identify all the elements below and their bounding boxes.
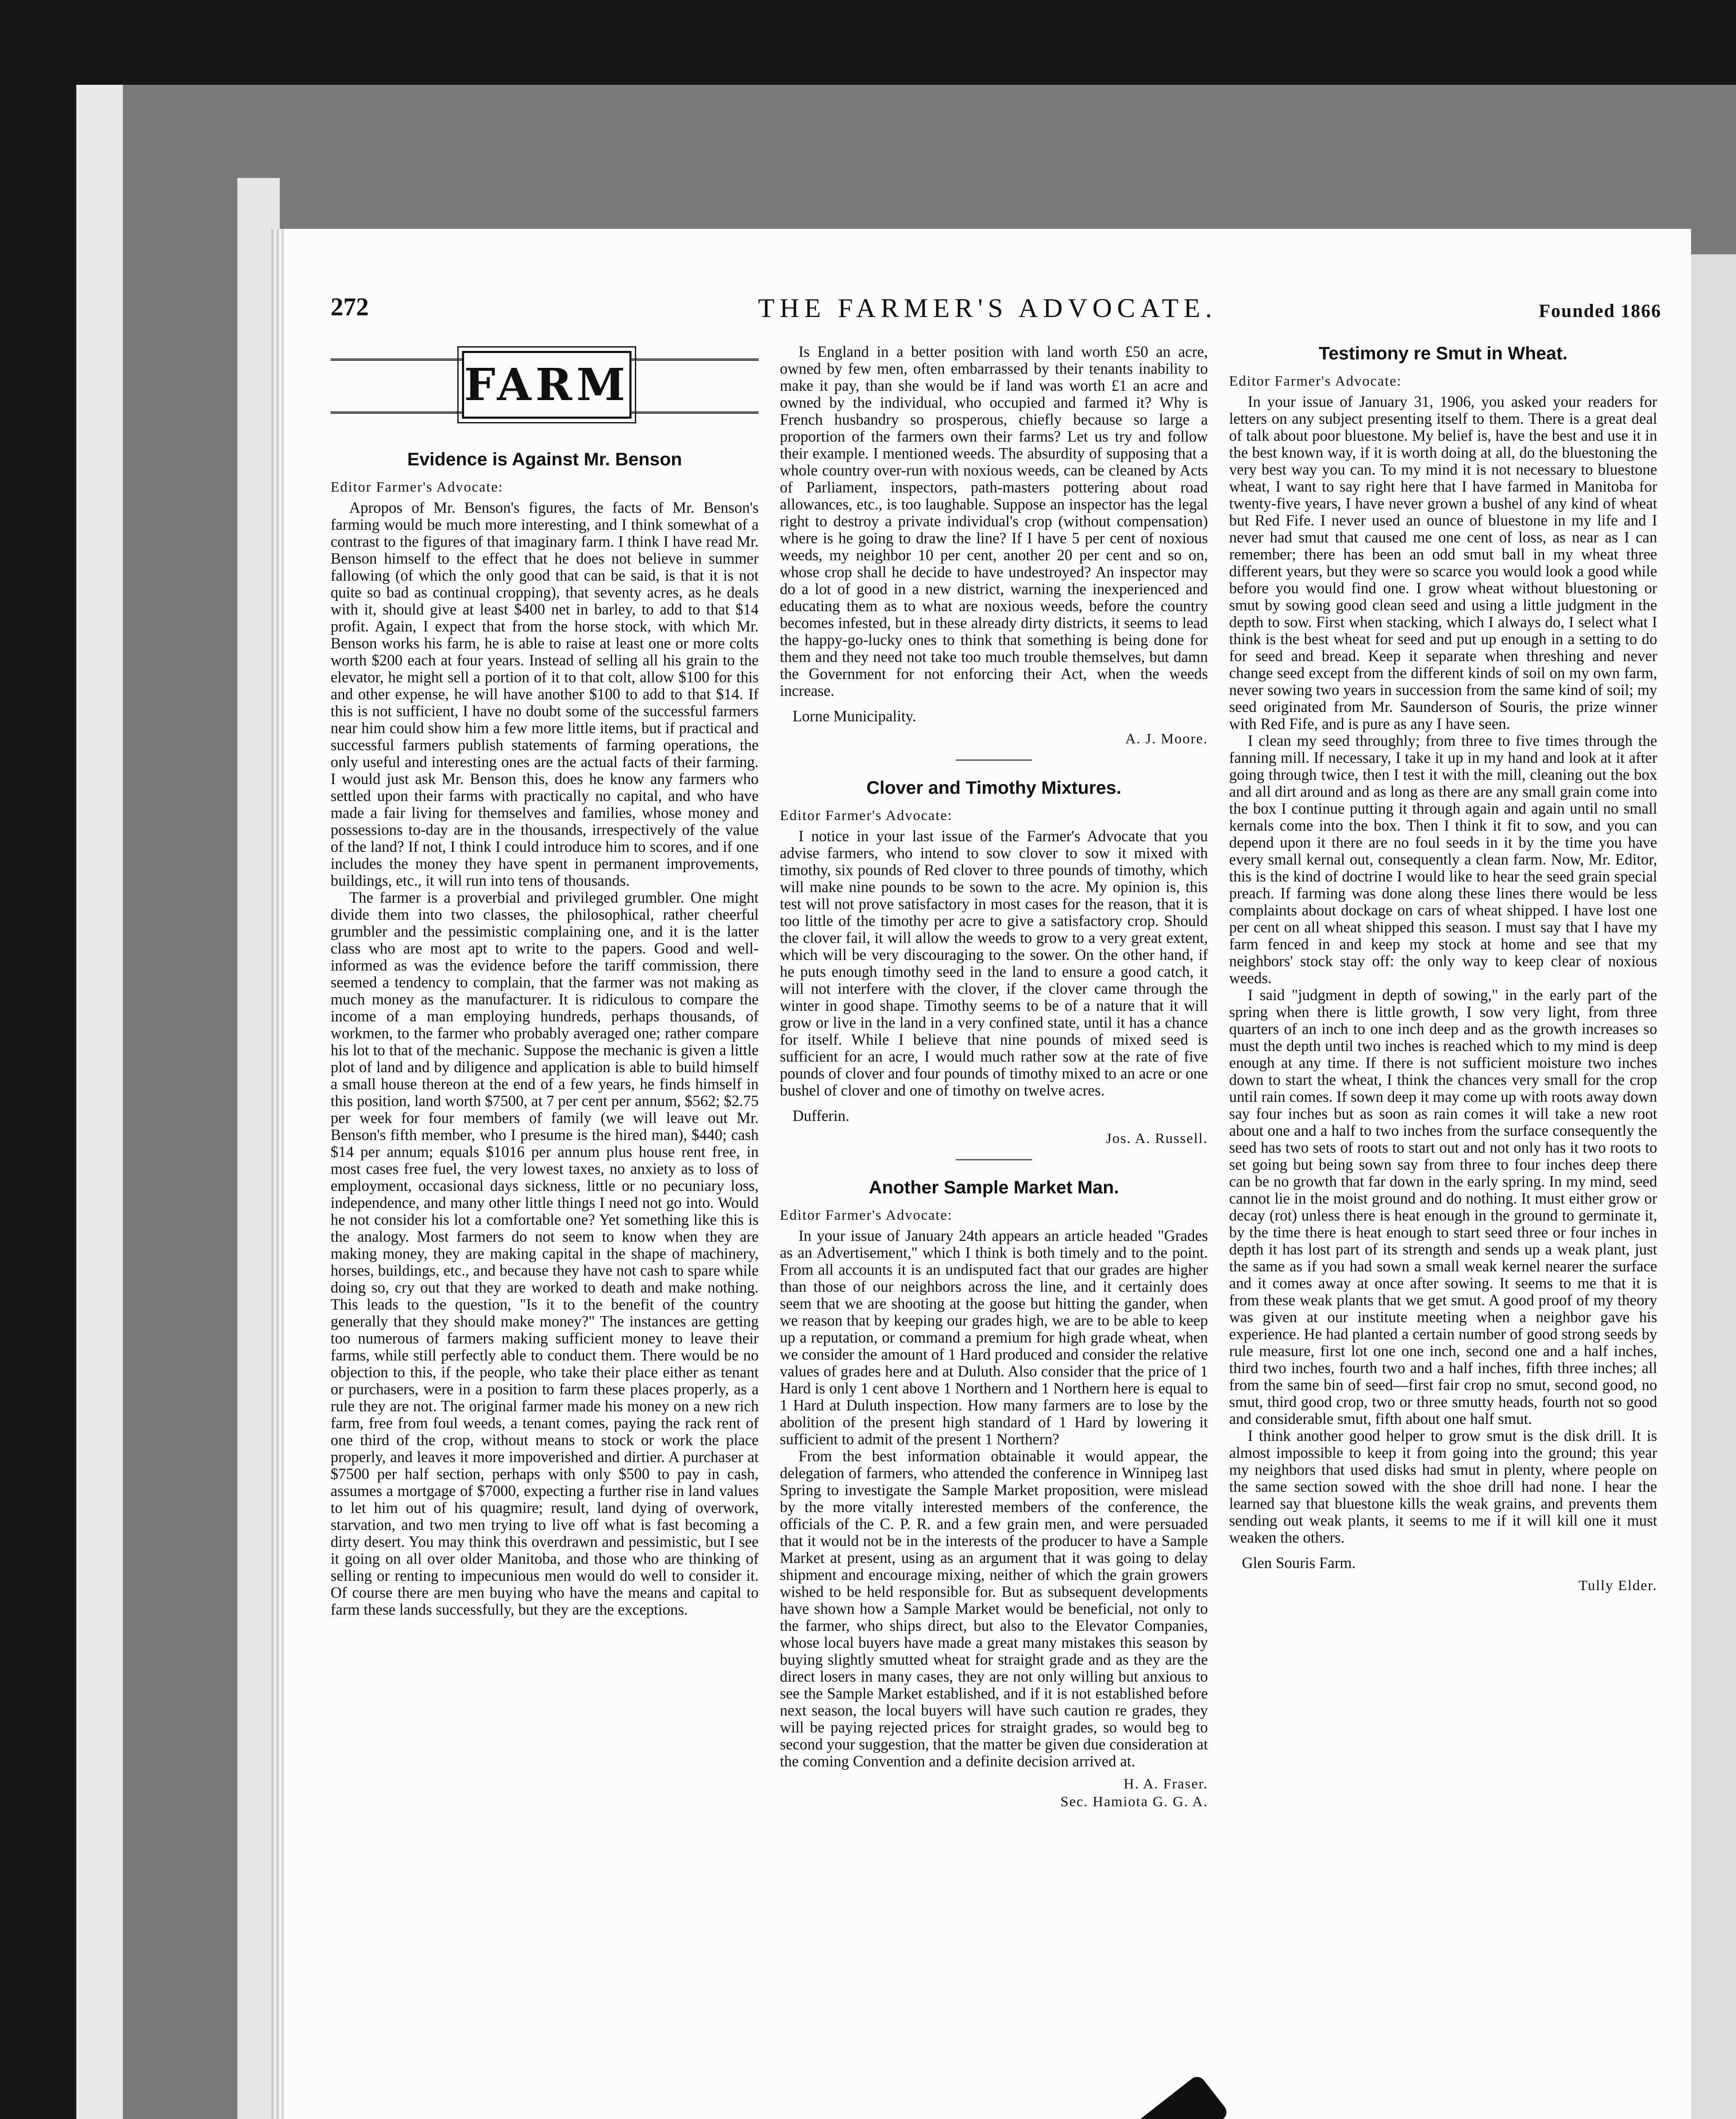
article-salutation: Editor Farmer's Advocate: [780,808,953,823]
article-paragraph: Is England in a better position with land worth £50 an acre, owned by few men, often embarrassed by their tenants inability to make it pay, than she would be if land was worth £1 an acre and owned by the individual, who occupied and farmed it? Why is French husbandry so prosperous, chiefly because so large a proportion of the farmers own their farms? Let us try and follow their example. I mentioned weeds. The absurdity of supposing that a whole country over-run with noxious weeds, can be cleaned by Acts of Parliament, inspectors, path-masters pottering about road allowances, etc., is too laughable. Suppose an inspector has the legal right to destroy a private individual's crop (without compensation) where is he going to draw the line? If I have 5 per cent of noxious weeds, my neighbor 10 per cent, another 20 per cent and so on, whose crop shall he decide to have undestroyed? An inspector may do a lot of good in a new district, warning the inexperienced and educating them as to what are noxious weeds, before the country becomes infested, but in these already dirty districts, it seems to lead the happy-go-lucky ones to think that something is being done for them and they need not take too much trouble themselves, but damn the Government for not enforcing their Act, when the weeds increase. [780,343,1208,699]
right-strip [1691,254,1736,2119]
article-location: Glen Souris Farm. [1242,1554,1356,1571]
page-number: 272 [331,293,369,321]
article-paragraph: The farmer is a proverbial and privileged grumbler. One might divide them into two classes, the philosophical, rather cheerful grumbler and the pessimistic complaining one, and it is the latter class who are most apt to write to the papers. Good and well-informed as was the evidence before the tariff commission, there seemed a tendency to complain, that the farmer was not making as much money as the manufacturer. It is ridiculous to compare the income of a man employing hundreds, perhaps thousands, of workmen, to the farmer who probably averaged one; rather compare his lot to that of the mechanic. Suppose the mechanic is given a little plot of land and by diligence and application is able to build himself a small house thereon at the end of a few years, he finds himself in this position, land worth $7500, at 7 per cent per annum, $562; $2.75 per week for four members of family (we will leave out Mr. Benson's fifth member, who I presume is the hired man), $440; cash $14 per annum; equals $1016 per annum plus house rent free, in most cases free fuel, the very lowest taxes, no anxiety as to loss of employment, occasional days sickness, little or no pecuniary loss, independence, and many other little things I need not go into. Would he not consider his lot a comfortable one? Yet something like this is the analogy. Most farmers do not seem to know when they are making money, they are making capital in the shape of machinery, horses, buildings, etc., and because they have not cash to spare while doing so, cry out that they are worked to death and make nothing. This leads to the question, "Is it to the benefit of the country generally that they should make money?" The instances are getting too numerous of farmers making sufficient money to leave their farms, while still perfectly able to conduct them. There would be no objection to this, if the people, who take their place either as tenant or purchasers, were in a position to farm these places properly, as a rule they are not. The original farmer made his money on a new rich farm, free from foul weeds, a tenant comes, paying the rack rent of one third of the crop, without means to stock or work the place properly, and leaves it more impoverished and dirtier. A purchaser at $7500 per half section, perhaps with only $500 to pay in cash, assumes a mortgage of $7000, expecting a further rise in land values to let him out of his quagmire; result, land dying of overwork, starvation, and two men trying to live off what is fast becoming a dirty desert. You may think this overdrawn and pessimistic, but I see it going on all over older Manitoba, and those who are thinking of selling or renting to impecunious men would do well to consider it. Of course there are men buying who have the means and capital to farm these lands successfully, but they are the exceptions. [331,889,759,1618]
article-paragraph: In your issue of January 31, 1906, you asked your readers for letters on any subject presenting itself to them. There is a great deal of talk about poor bluestone. My belief is, have the best and use it in the best known way, if it is worth doing at all, do the bluestoning the very best way you can. To my mind it is not necessary to bluestone wheat, I want to say right here that I have farmed in Manitoba for twenty-five years, I have never grown a bushel of any kind of wheat but Red Fife. I never used an ounce of bluestone in my life and I never had smut that caused me one cent of loss, as near as I can remember; there has been an odd smut ball in my wheat three different years, but they were so scarce you would look a good while before you would find one. I grow wheat without bluestoning or smut by sowing good clean seed and using a little judgment in the depth to sow. First when stacking, which I always do, I select what I think is the best wheat for seed and put up enough in a setting to do for seed and bread. Keep it separate when threshing and never change seed except from the different kinds of soil on my own farm, never sowing two years in succession from the same kind of soil; my seed originated from Mr. Saunderson of Souris, the prize winner with Red Fife, and is pure as any I have seen. [1229,393,1657,732]
article-signature: H. A. Fraser. [1124,1776,1208,1792]
article-divider [956,1159,1032,1160]
article-paragraph: I said "judgment in depth of sowing," in the early part of the spring when there is little growth, I sow very light, from three quarters of an inch to one inch deep and as the growth increases so must the depth until two inches is reached which to my mind is deep enough at any time. If there is not sufficient moisture two inches down to start the wheat, I think the chances very small for the crop until rain comes. If sown deep it may come up with roots away down say four inches but as soon as rain comes it will take a new root about one and a half to two inches from the surface consequently the seed has two sets of roots to start out and not only has it two roots to set going but being sown say from three to four inches deep there can be no growth that far down in the early spring. In my mind, seed cannot lie in the moist ground and do nothing. It must either grow or decay (rot) unless there is heat enough in the ground to germinate it, by the time there is heat enough to start seed three or four inches in depth it has lost part of its strength and sends up a weak plant, just the same as if you had sown a small weak kernel nearer the surface and it comes away at once after sowing. It seems to me that it is from these weak plants that we get smut. A good proof of my theory was given at our institute meeting when a neighbor gave his experience. He had planted a certain number of good strong seeds by rule measure, first lot one one inch, second one and a half inches, third two inches, fourth two and a half inches, fifth three inches; all from the same bin of seed—first fair crop no smut, second good, no smut, third good crop, two or three smutty heads, fourth not so good and considerable smut, fifth about one half smut. [1229,986,1657,1427]
article-salutation: Editor Farmer's Advocate: [331,479,504,495]
scanner-glare-left [76,0,123,2119]
masthead-title: THE FARMER'S ADVOCATE. [758,293,1217,323]
newspaper-page [284,229,1691,2119]
article-salutation: Editor Farmer's Advocate: [780,1207,953,1223]
article-signature: A. J. Moore. [1125,731,1208,747]
article-heading: Clover and Timothy Mixtures. [866,778,1121,798]
article-heading: Another Sample Market Man. [868,1177,1119,1198]
article-paragraph: Apropos of Mr. Benson's figures, the facts of Mr. Benson's farming would be much more interesting, and I think somewhat of a contrast to the figures of that imaginary farm. I think I have read Mr. Benson himself to the effect that he does not believe in summer fallowing (of which the only good that can be said, is that it is not quite so bad as continual cropping), that seventy acres, as he deals with it, should give at least $400 net in barley, to add to that $14 profit. Again, I expect that from the horse stock, with which Mr. Benson works his farm, he is able to raise at least one or more colts worth $200 each at four years. Instead of selling all his grain to the elevator, he might sell a portion of it to that colt, allow $100 for this and other expense, he will have another $100 to add to that $14. If this is not sufficient, I have no doubt some of the successful farmers near him could show him a few more little items, but if practical and successful farmers publish statements of farming operations, the only useful and interesting ones are the actual facts of their farming. I would just ask Mr. Benson this, does he know any farmers who settled upon their farms with practically no capital, and who have made a fair living for themselves and families, whose money and possessions to-day are in the thousands, irrespectively of the value of the land? If not, I think I could introduce him to scores, and if one includes the money they have spent in permanent improvements, buildings, etc., it will run into tens of thousands. [331,499,759,889]
article-signature: Tully Elder. [1578,1578,1657,1593]
article-heading: Testimony re Smut in Wheat. [1319,343,1568,364]
article-signature-title: Sec. Hamiota G. G. A. [1060,1794,1208,1810]
column-2 [780,343,1208,2119]
article-paragraph: I notice in your last issue of the Farmer's Advocate that you advise farmers, who intend to sow clover to sow it mixed with timothy, six pounds of Red clover to three pounds of timothy, which will make nine pounds to be sown to the acre. My opinion is, this test will not prove satisfactory in most cases for the reason, that it is too little of the timothy per acre to give a satisfactory crop. Should the clover fail, it will allow the weeds to grow to a very great extent, which will be very discouraging to the sower. On the other hand, if he puts enough timothy seed in the land to ensure a good catch, it will not interfere with the clover, if the clover came through the winter in good shape. Timothy seems to be of a nature that it will grow or live in the land in a very confined state, until it has a chance for itself. While I believe that nine pounds of mixed seed is sufficient for an acre, I would much rather sow at the rate of five pounds of clover and four pounds of timothy mixed to an acre or one bushel of clover and one of timothy on twelve acres. [780,827,1208,1099]
article-paragraph: I think another good helper to grow smut is the disk drill. It is almost impossible to keep it from going into the ground; this year my neighbors that used disks had smut in plenty, where people on the same section sowed with the shoe drill had none. I hear the learned say that bluestone kills the weak grains, and prevents them sending out weak plants, it seems to me if it will kill one it must weaken the others. [1229,1427,1657,1546]
column-3 [1229,343,1657,2119]
article-paragraph: From the best information obtainable it would appear, the delegation of farmers, who attended the conference in Winnipeg last Spring to investigate the Sample Market proposition, were mislead by the more vitally interested members of the conference, the officials of the C. P. R. and a few grain men, and were persuaded that it would not be in the interests of the producer to have a Sample Market at present, using as an argument that it was going to delay shipment and encourage mixing, neither of which the grain growers wished to be held responsible for. But as subsequent developments have shown how a Sample Market would be beneficial, not only to the farmer, who ships direct, but also to the Elevator Companies, whose local buyers have made a great many mistakes this season by buying slightly smutted wheat for straight grade and as they are the direct losers in many cases, they are not only willing but anxious to see the Sample Market established, and if it is not established before next season, the local buyers will have such caution re grades, they will be paying rejected prices for straight grades, so would beg to second your suggestion, that the matter be given due consideration at the coming Convention and a definite decision arrived at. [780,1447,1208,1770]
banner-box [462,351,632,419]
article-location: Lorne Municipality. [793,707,916,725]
scanner-shadow-left [0,0,76,2119]
article-heading: Evidence is Against Mr. Benson [407,449,682,470]
article-divider [956,759,1032,761]
article-paragraph: I clean my seed throughly; from three to five times through the fanning mill. If necessary, I take it up in my hand and look at it after going through twice, then I test it with the mill, cleaning out the box and all dirt around and as long as there are any small grain come into the box I continue putting it through again and again until no small kernals come into the box. Then I think it fit to sow, and you can depend upon it there are no foul seeds in it by the time you have every small kernal out, consequently a clean farm. Now, Mr. Editor, this is the kind of doctrine I would like to hear the seed grain special preach. If farming was done along these lines there would be less complaints about dockage on cars of wheat shipped. I have lost one per cent on all wheat shipped this season. I must say that I have my farm fenced in and keep my stock at home and see that my neighbors' stock stay off: the only way to keep clear of noxious weeds. [1229,732,1657,987]
scanner-shadow-top [76,0,1736,85]
banner-label: FARM [464,359,629,411]
founded-note: Founded 1866 [1538,300,1661,321]
column-1 [331,343,759,2119]
article-salutation: Editor Farmer's Advocate: [1229,373,1402,389]
article-paragraph: In your issue of January 24th appears an article headed "Grades as an Advertisement," which I think is both timely and to the point. From all accounts it is an undisputed fact that our grades are higher than those of our neighbors across the line, and it certainly does seem that we are shooting at the goose but hitting the gander, when we reason that by keeping our grades high, we are to be able to keep up a reputation, or command a premium for high grade wheat, when we consider the amount of 1 Hard produced and consider the relative values of grades here and at Duluth. Also consider that the price of 1 Hard is only 1 cent above 1 Northern and 1 Northern here is equal to 1 Hard at Duluth inspection. How many farmers are to lose by the abolition of the present high standard of 1 Hard by lowering it sufficient to admit of the present 1 Northern? [780,1227,1208,1448]
farm-section-banner [331,348,759,432]
article-signature: Jos. A. Russell. [1106,1131,1208,1146]
page-edges-stack [237,178,280,2119]
article-location: Dufferin. [793,1107,850,1124]
